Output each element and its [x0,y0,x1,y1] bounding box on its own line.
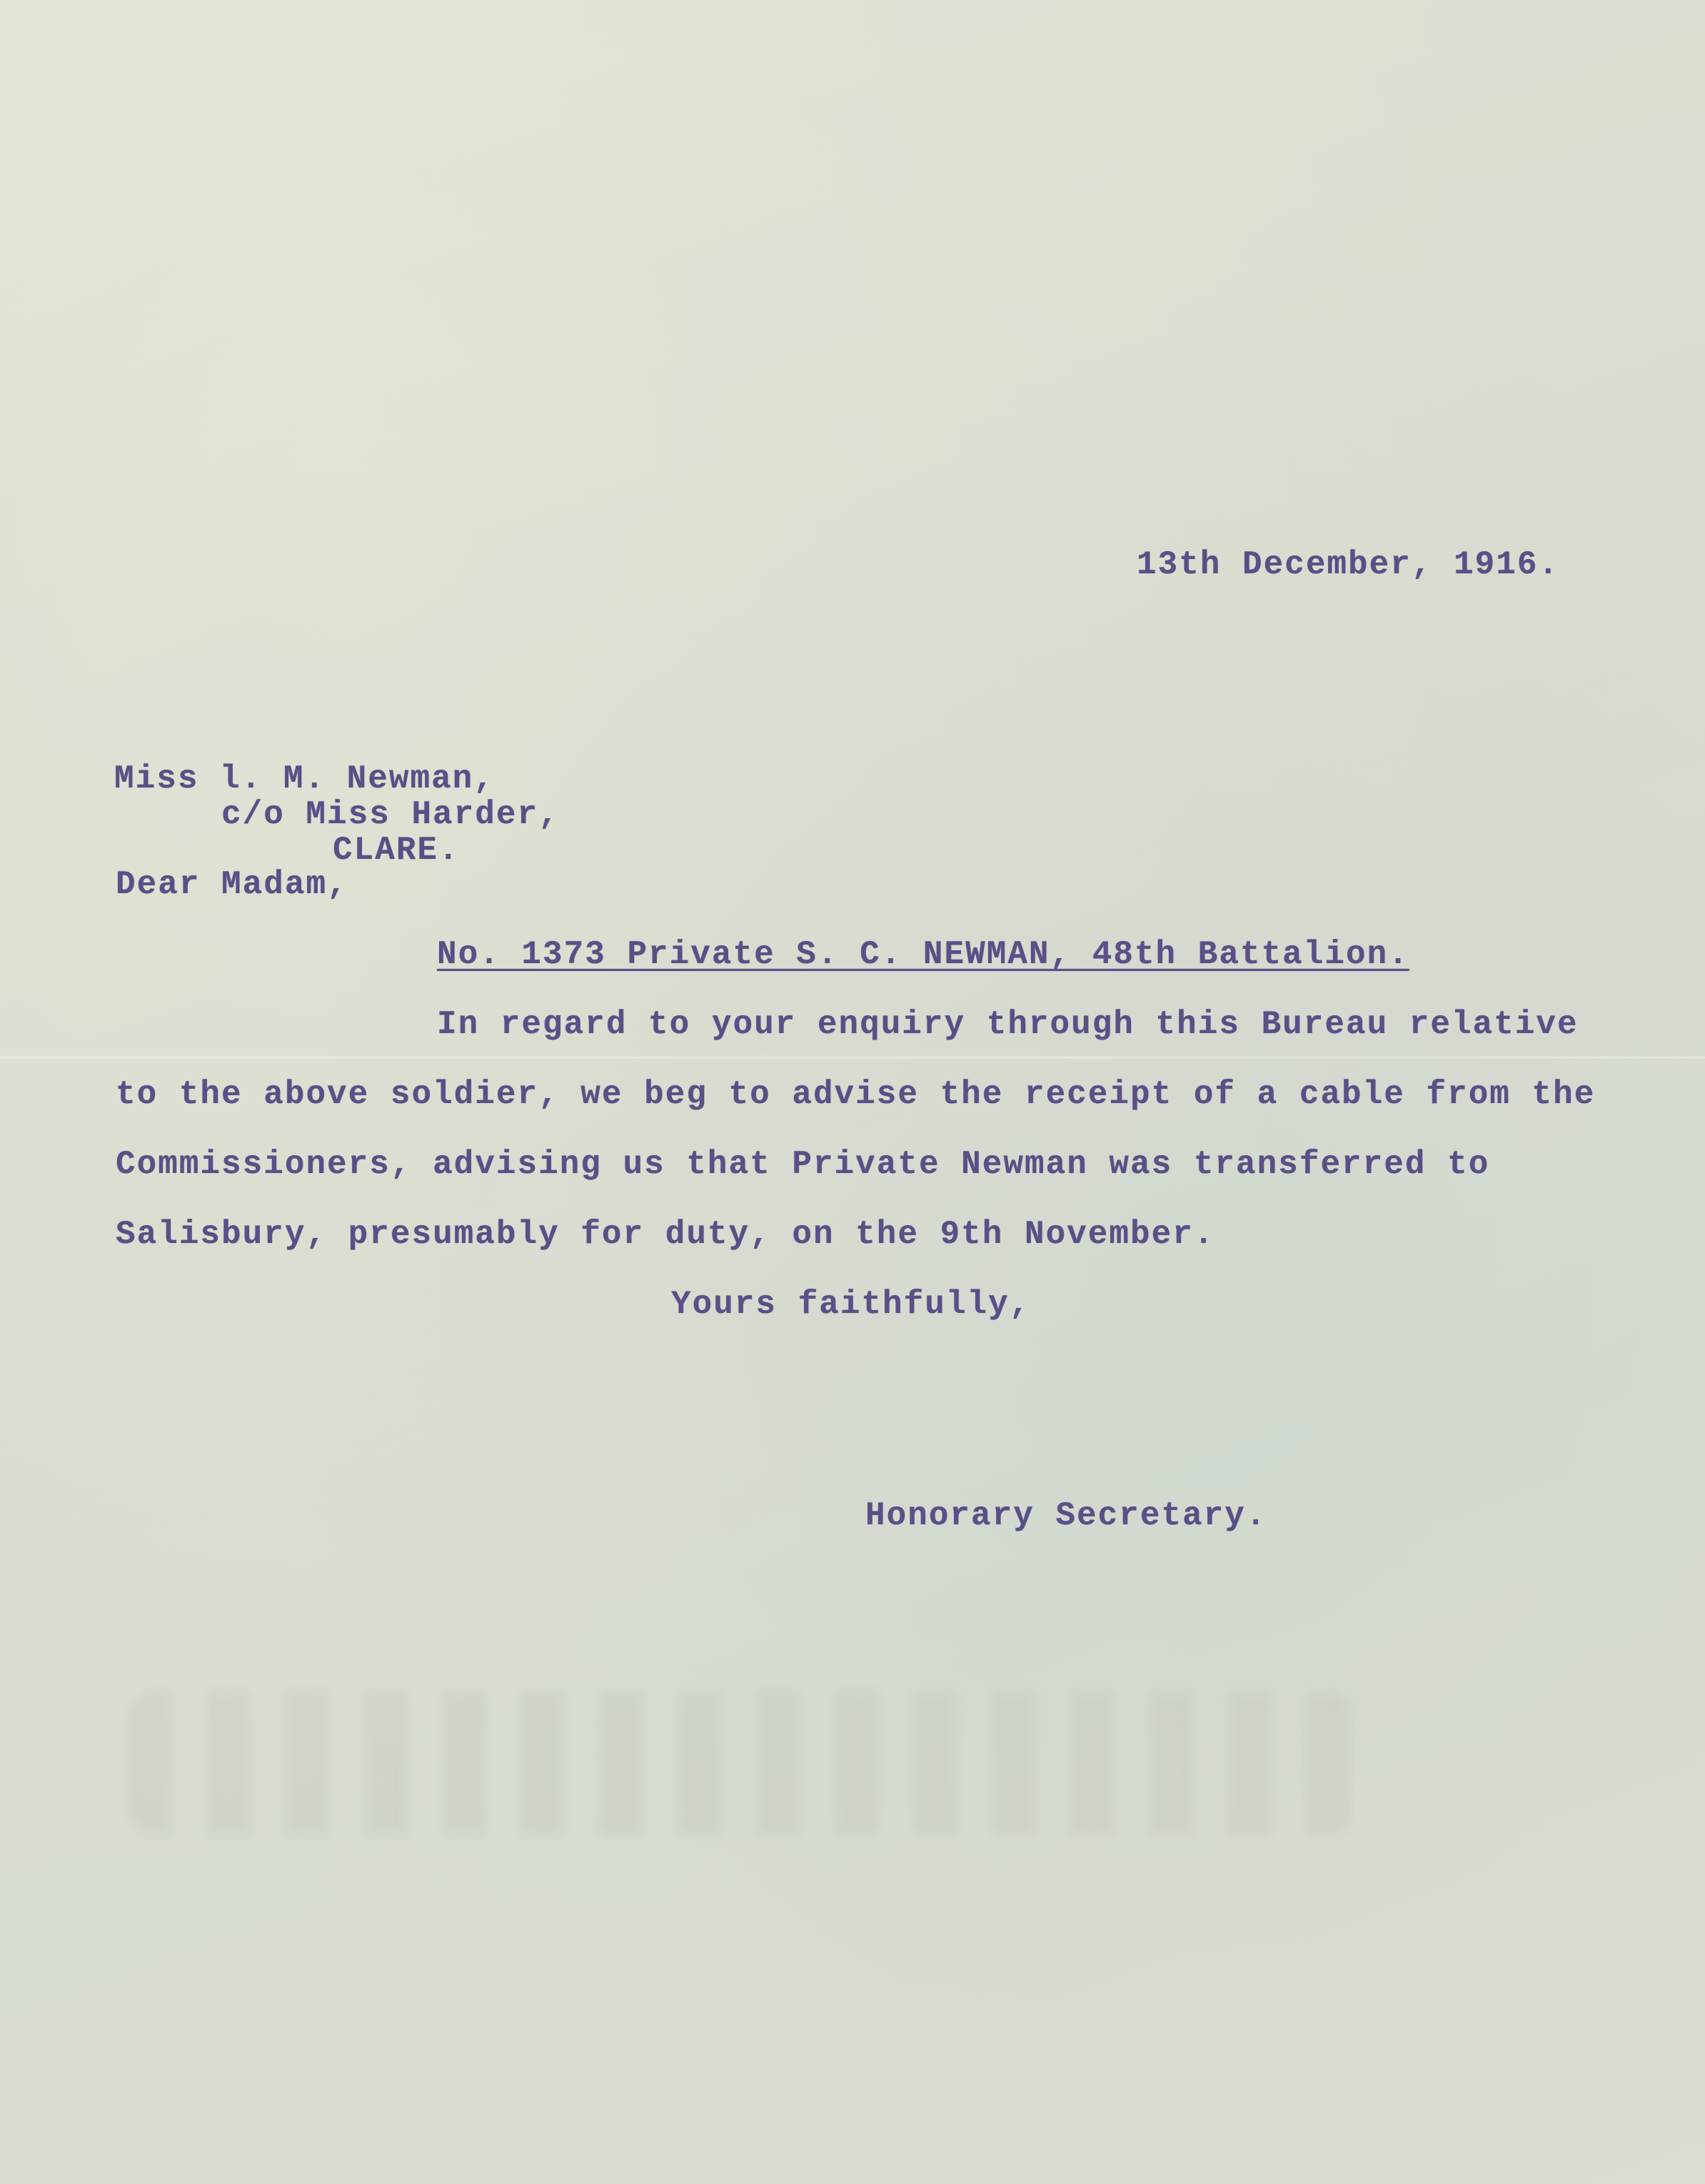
salutation: Dear Madam, [116,866,348,903]
recipient-town: CLARE. [333,832,460,869]
signatory: Honorary Secretary. [865,1497,1267,1534]
recipient-name: Miss l. M. Newman, [114,760,495,797]
recipient-care-of: c/o Miss Harder, [221,796,560,833]
paper-fold-line [0,1055,1705,1060]
body-line-3: Commissioners, advising us that Private Newman was transferred to [116,1146,1490,1183]
show-through-marks [129,1692,1357,1835]
body-line-2: to the above soldier, we beg to advise the receipt of a cable from the [116,1076,1596,1113]
body-line-4: Salisbury, presumably for duty, on the 9th November. [116,1216,1215,1253]
subject-line: No. 1373 Private S. C. NEWMAN, 48th Battalion. [437,936,1409,973]
closing: Yours faithfully, [671,1286,1031,1323]
body-line-1: In regard to your enquiry through this Bureau relative [437,1006,1579,1043]
letter-date: 13th December, 1916. [1137,546,1560,583]
